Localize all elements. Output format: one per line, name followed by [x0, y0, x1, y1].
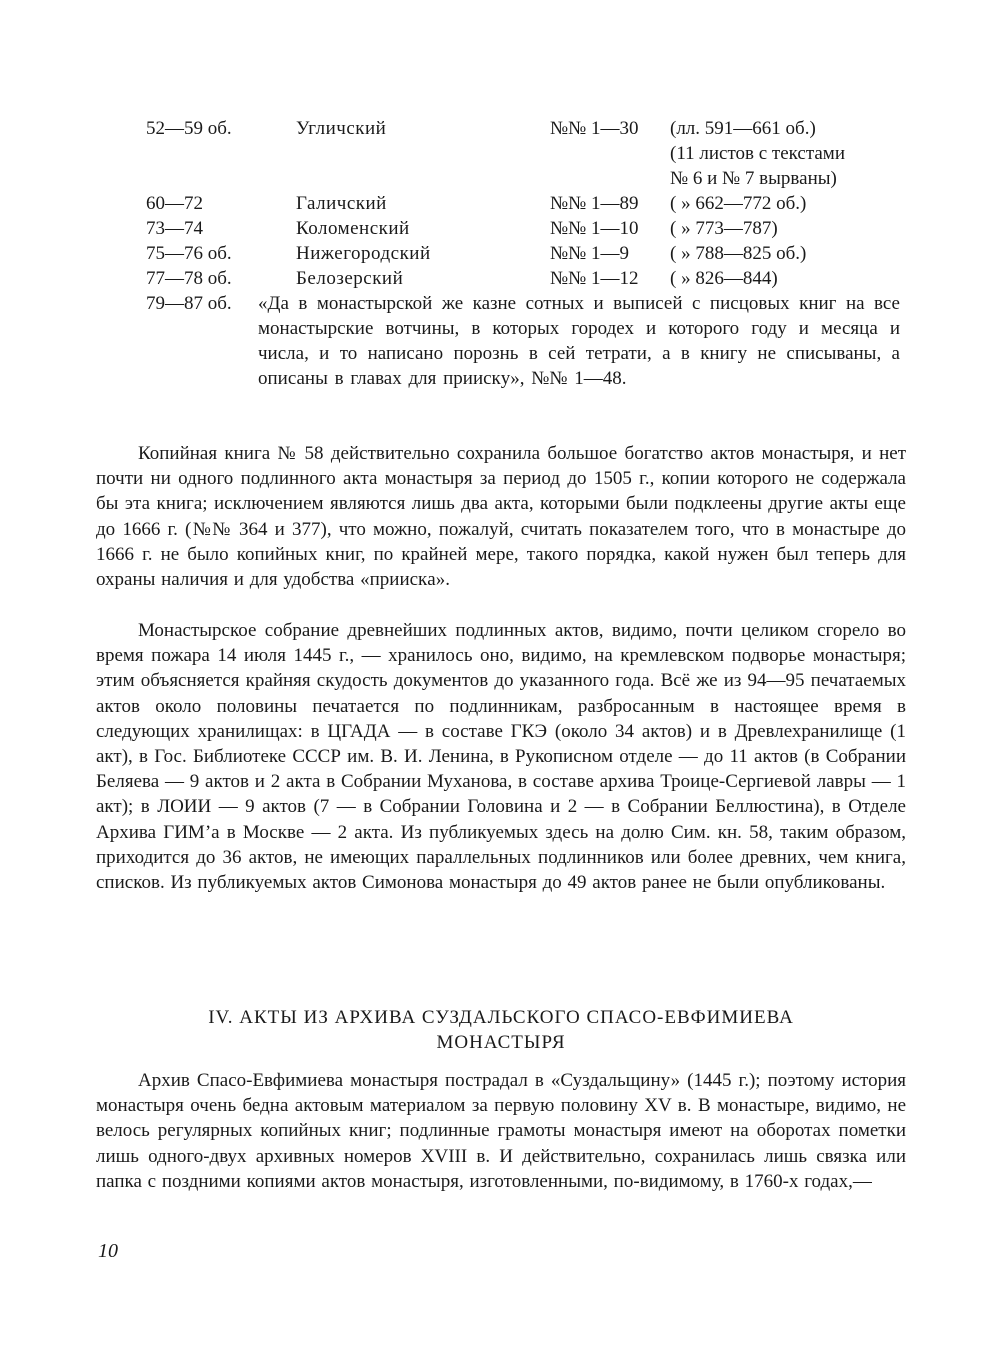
- body-paragraph: Архив Спасо-Евфимиева монастыря пострадал в «Суздальщину» (1445 г.); поэтому история монастыря очень бедна актовым материалом за первую половину XV в. В монастыре, видимо, не велось регулярных копийных книг; подлинные грамоты монастыря имеют на оборотах пометки лишь одного-двух архивных номеров XVIII в. И действительно, сохранилась лишь связка или папка с поздними копиями актов монастыря, изготовленными, по-видимому, в 1760-х годах,—: [96, 1070, 906, 1192]
- page-number: 10: [98, 1240, 118, 1262]
- body-paragraph: Монастырское собрание древнейших подлинных актов, видимо, почти целиком сгорело во время пожара 14 июля 1445 г., — хранилось оно, видимо, на кремлевском подворье монастыря; этим объясняется крайняя скудость документов до указанного года. Всё же из 94—95 печатаемых актов около половины печатается по подлинникам, разбросанным в настоящее время в следующих хранилищах: в ЦГАДА — в составе ГКЭ (около 34 актов) и в Древлехранилище (1 акт), в Гос. Библиотеке СССР им. В. И. Ленина, в Рукописном отделе — до 11 актов (в Собрании Беляева — 9 актов и 2 акта в Собрании Муханова, в составе архива Троице-Сергиевой лавры — 1 акт); в ЛОИИ — 9 актов (7 — в Собрании Головина и 2 — в Собрании Беллюстина), в Отделе Архива ГИМ’а в Москве — 2 акта. Из публикуемых здесь на долю Сим. кн. 58, таким образом, приходится до 36 актов, не имеющих параллельных подлинников или более древних, чем книга, списков. Из публикуемых актов Симонова монастыря до 49 актов ранее не были опубликованы.: [96, 620, 906, 894]
- body-paragraph: Копийная книга № 58 действительно сохранила большое богатство актов монастыря, и нет почти ни одного подлинного акта монастыря за период до 1505 г., копии которого не содержала бы эта книга; исключением являются лишь два акта, которыми были подклеены другие акты еще до 1666 г. (№№ 364 и 377), что можно, пожалуй, считать показателем того, что в монастыре до 1666 г. не было копийных книг, по крайней мере, такого порядка, какой нужен был теперь для охраны наличия и для удобства «приискa».: [96, 443, 906, 591]
- document-numbers: №№ 1—12: [550, 268, 639, 289]
- sheet-note-line: № 6 и № 7 вырваны): [670, 168, 837, 189]
- section-heading: [96, 1005, 906, 1055]
- listing-row: [146, 266, 906, 291]
- leaf-range: 75—76 об.: [146, 243, 232, 264]
- sheet-note: ( » 826—844): [670, 268, 778, 289]
- district-name: Галичский: [296, 193, 387, 214]
- leaf-range: 73—74: [146, 218, 203, 239]
- listing-row: [146, 191, 906, 216]
- quoted-description: «Да в монастырской же казне сотных и выписей с писцовых книг на все монастырские вотчины, в которых городех и которого году и месяца и числа, и то написано порознь в сей тетрати, а в книгу не списываны, а описаны в главах для приискy», №№ 1—48.: [258, 293, 900, 389]
- listing-row: [146, 116, 906, 191]
- district-name: Угличский: [296, 118, 387, 139]
- sheet-note: ( » 662—772 об.): [670, 193, 807, 214]
- document-numbers: №№ 1—10: [550, 218, 639, 239]
- listing-row: [146, 241, 906, 266]
- leaf-range: 79—87 об.: [146, 293, 232, 314]
- section-heading-line: IV. АКТЫ ИЗ АРХИВА СУЗДАЛЬСКОГО СПАСО-ЕВФИМИЕВА: [208, 1007, 794, 1028]
- section-heading-line: МОНАСТЫРЯ: [436, 1032, 566, 1053]
- district-name: Нижегородский: [296, 243, 431, 264]
- sheet-note: ( » 788—825 об.): [670, 243, 807, 264]
- document-numbers: №№ 1—30: [550, 118, 639, 139]
- sheet-note: ( » 773—787): [670, 218, 778, 239]
- district-name: Коломенский: [296, 218, 410, 239]
- district-name: Белозерский: [296, 268, 404, 289]
- sheet-note-line: (лл. 591—661 об.): [670, 118, 816, 139]
- sheet-note-line: (11 листов с текстами: [670, 143, 845, 164]
- sheet-note: [670, 116, 910, 191]
- document-numbers: №№ 1—89: [550, 193, 639, 214]
- listing-row-quote: [146, 291, 906, 416]
- archive-listing: [146, 116, 906, 416]
- listing-row: [146, 216, 906, 241]
- document-numbers: №№ 1—9: [550, 243, 630, 264]
- leaf-range: 52—59 об.: [146, 118, 232, 139]
- leaf-range: 77—78 об.: [146, 268, 232, 289]
- leaf-range: 60—72: [146, 193, 203, 214]
